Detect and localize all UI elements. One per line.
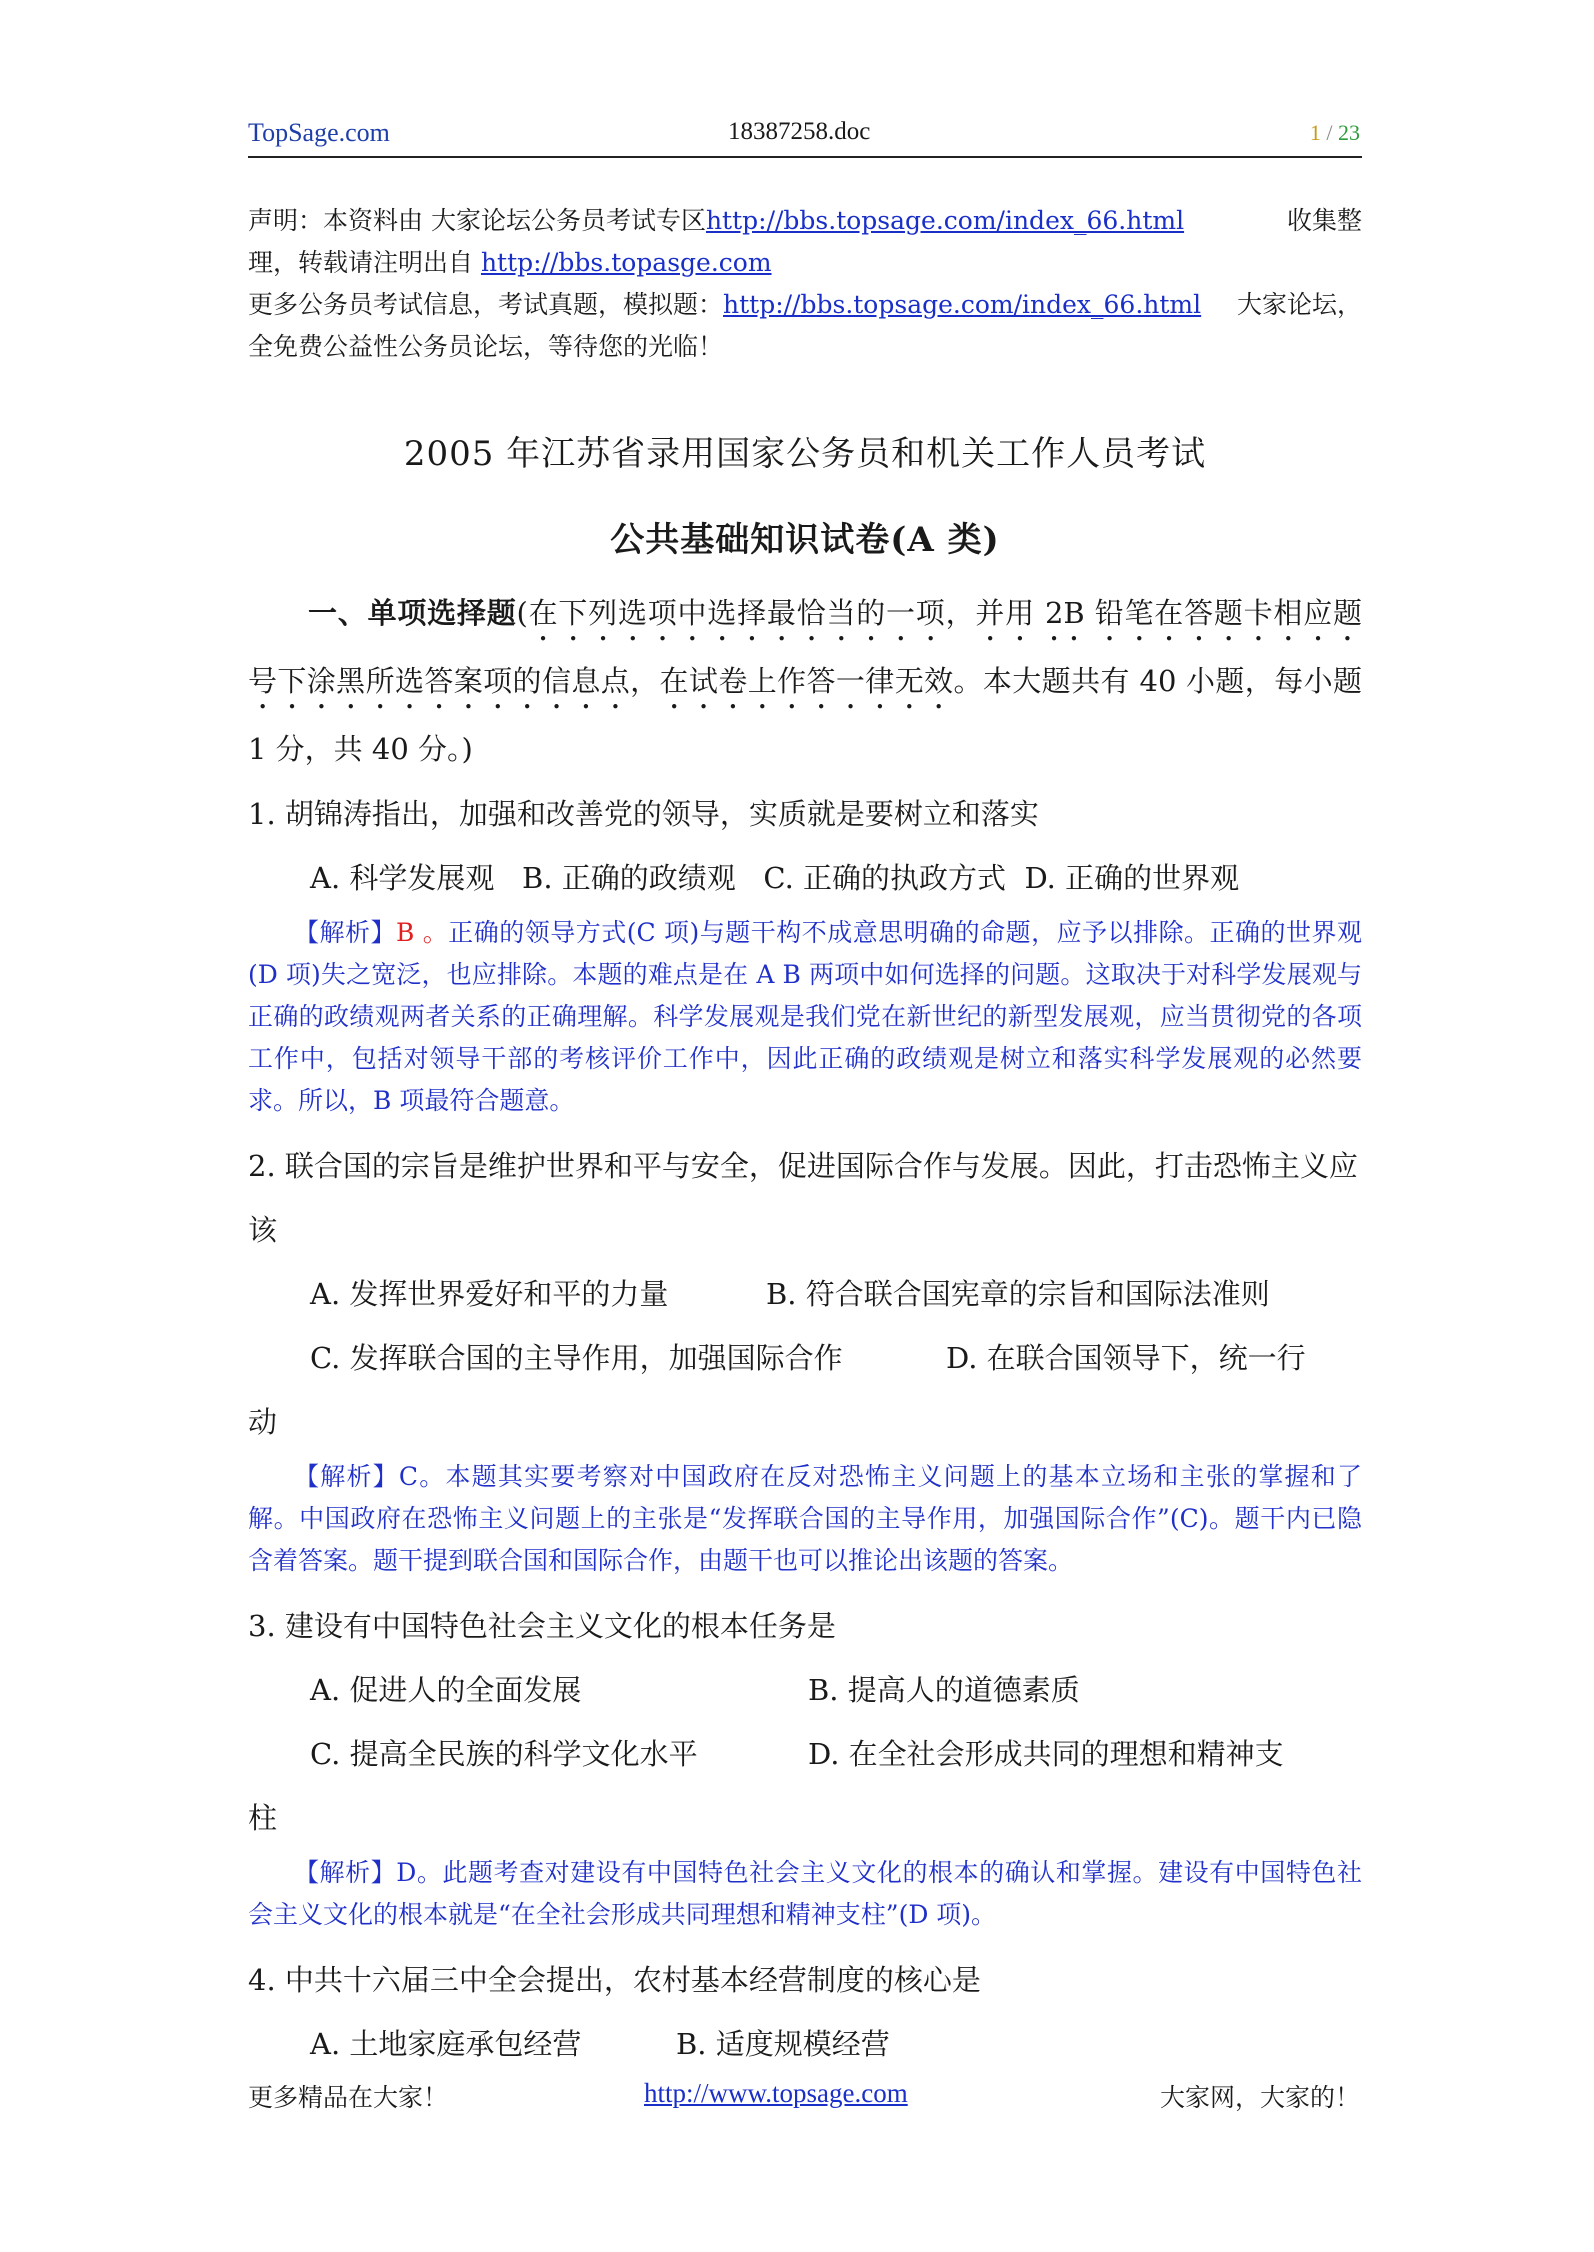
analysis-text: C。本题其实要考察对中国政府在反对恐怖主义问题上的基本立场和主张的掌握和了解。中国政府在恐怖主义问题上的主张是“发挥联合国的主导作用，加强国际合作”(C)。题干内已隐含着答案。题干提到联合国和国际合作，由题干也可以推论出该题的答案。 xyxy=(248,1462,1362,1575)
source-link[interactable]: http://bbs.topasge.com xyxy=(480,248,772,277)
analysis-text: D。此题考查对建设有中国特色社会主义文化的根本的确认和掌握。建设有中国特色社会主义文化的根本就是“在全社会形成共同理想和精神支柱”(D 项)。 xyxy=(248,1858,1362,1929)
footer-link[interactable]: http://www.topsage.com xyxy=(644,2078,908,2108)
page-total: 23 xyxy=(1338,120,1360,145)
header-divider xyxy=(248,156,1362,158)
question-options: A. 科学发展观 B. 正确的政绩观 C. 正确的执政方式 D. 正确的世界观 xyxy=(310,861,1240,895)
question-stem: 4. 中共十六届三中全会提出，农村基本经营制度的核心是 xyxy=(248,1963,981,1997)
option-row xyxy=(248,1722,1362,1786)
notice-text: 理，转载请注明出自 xyxy=(248,248,481,277)
instr-close: 。本大题共有 40 小题，每小题 1 分，共 40 分。) xyxy=(248,664,1362,766)
analysis-tag: 【解析】 xyxy=(294,1462,399,1491)
section-intro xyxy=(248,580,1362,782)
option-b: B. 符合联合国宪章的宗旨和国际法准则 xyxy=(766,1277,1270,1311)
question-stem: 2. 联合国的宗旨是维护世界和平与安全，促进国际合作与发展。因此，打击恐怖主义应该 xyxy=(248,1149,1358,1247)
option-a: A. 促进人的全面发展 xyxy=(310,1673,582,1707)
exam-title: 2005 年江苏省录用国家公务员和机关工作人员考试 xyxy=(403,434,1207,474)
page-footer xyxy=(248,2078,1360,2118)
paper-title: 公共基础知识试卷(A 类) xyxy=(610,520,1000,560)
option-row xyxy=(248,2012,1362,2076)
option-d: D. 在全社会形成共同的理想和精神支 xyxy=(808,1737,1284,1771)
notice-line: 全免费公益性公务员论坛，等待您的光临！ xyxy=(248,332,724,361)
option-continuation: 动 xyxy=(248,1405,278,1439)
analysis-text: 正确的领导方式(C 项)与题干构不成意思明确的命题，应予以排除。正确的世界观(D 项)失之宽泛，也应排除。本题的难点是在 A B 两项中如何选择的问题。这取决于对科学发展观与正确的政绩观两者关系的正确理解。科学发展观是我们党在新世纪的新型发展观，应当贯彻党的各项工作中，包括对领导干部的考核评价工作中，因此正确的政绩观是树立和落实科学发展观的必然要求。所以，B 项最符合题意。 xyxy=(248,918,1362,1115)
notice-line xyxy=(248,242,1362,284)
page-separator: / xyxy=(1326,120,1333,145)
notice-block xyxy=(248,200,1362,368)
option-a: A. 土地家庭承包经营 xyxy=(310,2027,582,2061)
question-stem: 1. 胡锦涛指出，加强和改善党的领导，实质就是要树立和落实 xyxy=(248,797,1039,831)
option-c: C. 发挥联合国的主导作用，加强国际合作 xyxy=(310,1341,843,1375)
answer-analysis xyxy=(248,1852,1362,1936)
notice-text: 声明：本资料由 大家论坛公务员考试专区 xyxy=(248,206,706,235)
exam-link[interactable]: http://bbs.topsage.com/index_66.html xyxy=(723,290,1202,319)
option-row xyxy=(248,1658,1362,1722)
footer-left-text: 更多精品在大家！ xyxy=(248,2083,449,2112)
option-d: D. 在联合国领导下，统一行 xyxy=(946,1341,1306,1375)
page-counter xyxy=(1310,120,1360,146)
option-a: A. 发挥世界爱好和平的力量 xyxy=(310,1277,669,1311)
answer-analysis xyxy=(248,912,1362,1122)
option-b: B. 提高人的道德素质 xyxy=(808,1673,1080,1707)
analysis-tag: 【解析】 xyxy=(294,1858,397,1887)
notice-text: 大家论坛， xyxy=(1236,290,1362,319)
page-header xyxy=(248,118,1360,158)
footer-right-text: 大家网，大家的！ xyxy=(1159,2083,1360,2112)
exam-body xyxy=(248,580,1362,2076)
option-c: C. 提高全民族的科学文化水平 xyxy=(310,1737,698,1771)
header-doc-name: 18387258.doc xyxy=(728,118,871,145)
instruction-emphasis: 在下列选项中选择最恰当的一项，并用 2B 铅笔在答题卡相应题号下涂黑所选答案项的信息点，在试卷上作答一律无效 xyxy=(248,596,1362,698)
section-heading: 一、单项选择题 xyxy=(308,596,517,630)
option-b: B. 适度规模经营 xyxy=(676,2027,890,2061)
notice-line xyxy=(248,200,1362,242)
instr-open: ( xyxy=(516,596,528,630)
question-stem: 3. 建设有中国特色社会主义文化的根本任务是 xyxy=(248,1609,836,1643)
analysis-tag: 【解析】 xyxy=(294,918,396,947)
notice-text: 更多公务员考试信息，考试真题，模拟题： xyxy=(248,290,724,319)
page-current: 1 xyxy=(1309,120,1321,145)
option-row xyxy=(248,1262,1362,1326)
header-site-name: TopSage.com xyxy=(248,118,390,147)
notice-line xyxy=(248,284,1362,326)
answer-key: B 。 xyxy=(395,918,449,947)
option-continuation: 柱 xyxy=(248,1801,278,1835)
option-row xyxy=(248,1326,1362,1390)
forum-link[interactable]: http://bbs.topsage.com/index_66.html xyxy=(705,206,1185,235)
answer-analysis xyxy=(248,1456,1362,1582)
notice-text: 收集整 xyxy=(1286,206,1362,235)
